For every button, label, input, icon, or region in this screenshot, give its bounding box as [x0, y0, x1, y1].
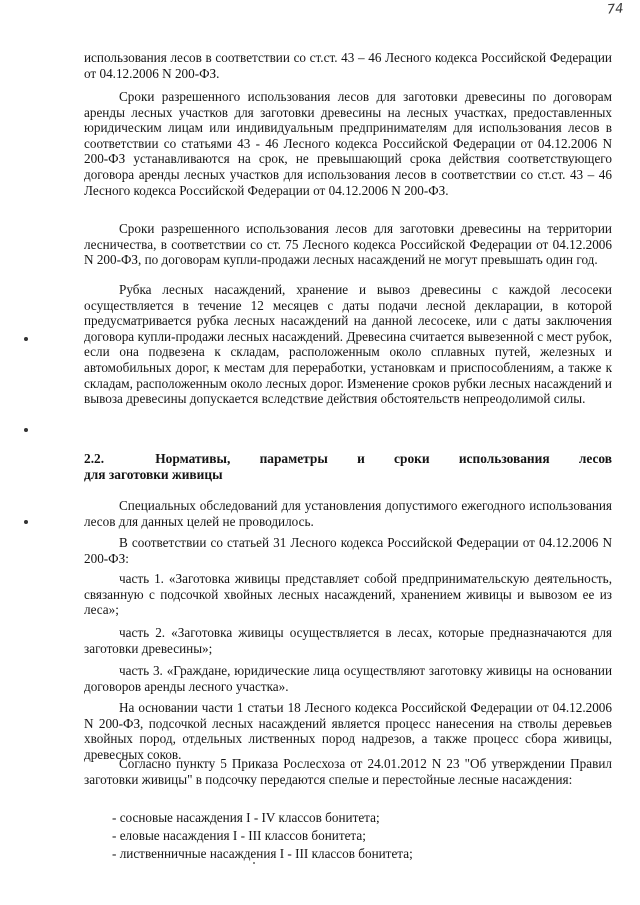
- section-paragraph-1: Специальных обследований для установления допустимого ежегодного использования лесов для данных целей не проводилось.: [84, 498, 612, 529]
- margin-mark: [24, 337, 28, 341]
- section-heading: [84, 451, 612, 482]
- law-part-3: часть 3. «Граждане, юридические лица осуществляют заготовку живицы на основании договоров аренды лесного участка».: [84, 663, 612, 694]
- list-item: - сосновые насаждения I - IV классов бонитета;: [112, 810, 380, 825]
- section-title-line2: для заготовки живицы: [84, 466, 223, 482]
- heading-word: сроки: [394, 451, 430, 466]
- section-paragraph-4: Согласно пункту 5 Приказа Рослесхоза от 24.01.2012 N 23 "Об утверждении Правил заготовки живицы" в подсочку передаются спелые и перестойные лесные насаждения:: [84, 756, 612, 787]
- law-part-1: часть 1. «Заготовка живицы представляет собой предпринимательскую деятельность, связанную с подсочкой хвойных лесных насаждений, хранением живицы и вывозом ее из леса»;: [84, 571, 612, 618]
- paragraph-4: Рубка лесных насаждений, хранение и вывоз древесины с каждой лесосеки осуществляется в течение 12 месяцев с даты подачи лесной декларации, в которой предусматривается рубка лесных насаждений на данной лесосеке, или с даты заключения договора купли-продажи лесных насаждений. Древесина считается вывезенной с мест рубок, если она подвезена к складам, расположенным около сплавных путей, железных и автомобильных дорог, к местам для переработки, установкам и приспособлениям, а также к складам, расположенным около лесных дорог. Изменение сроков рубки лесных насаждений и вывоза древесины допускается вследствие действия обстоятельств непреодолимой силы.: [84, 282, 612, 407]
- section-paragraph-3: На основании части 1 статьи 18 Лесного кодекса Российской Федерации от 04.12.2006 N 200-ФЗ, подсочкой лесных насаждений является процесс нанесения на стволы деревьев хвойных пород, отдельных лиственных пород надрезов, а также процесс сбора живицы, древесных соков.: [84, 700, 612, 762]
- page-number: 74: [606, 1, 625, 18]
- paragraph-3: Сроки разрешенного использования лесов для заготовки древесины на территории лесничества, в соответствии со ст. 75 Лесного кодекса Российской Федерации от 04.12.2006 N 200-ФЗ, по договорам купли-продажи лесных насаждений не могут превышать один год.: [84, 221, 612, 268]
- section-number: 2.2.: [84, 451, 105, 466]
- heading-word: и: [357, 451, 365, 466]
- list-item: - лиственничные насаждения I - III классов бонитета;: [112, 846, 413, 861]
- heading-word: Нормативы,: [155, 451, 231, 466]
- list-item: - еловые насаждения I - III классов бонитета;: [112, 828, 366, 843]
- paragraph-2: Сроки разрешенного использования лесов для заготовки древесины по договорам аренды лесных участков для заготовки древесины на лесных участках, предоставленных юридическим лицам или индивидуальным предпринимателям для использования лесов в соответствии со статьями 43 - 46 Лесного кодекса Российской Федерации от 04.12.2006 N 200-ФЗ устанавливаются на срок, не превышающий срока действия соответствующего договора аренды лесных участков для использования лесов в соответствии со ст.ст. 43 – 46 Лесного кодекса Российской Федерации от 04.12.2006 N 200-ФЗ.: [84, 89, 612, 198]
- paragraph-1: использования лесов в соответствии со ст.ст. 43 – 46 Лесного кодекса Российской Федерации от 04.12.2006 N 200-ФЗ.: [84, 50, 612, 81]
- law-part-2: часть 2. «Заготовка живицы осуществляется в лесах, которые предназначаются для заготовки древесины»;: [84, 625, 612, 656]
- margin-mark: [24, 520, 28, 524]
- heading-word: лесов: [578, 451, 612, 466]
- heading-word: использования: [458, 451, 550, 466]
- margin-mark: [24, 428, 28, 432]
- heading-word: параметры: [259, 451, 328, 466]
- scan-speck: [253, 862, 255, 864]
- section-paragraph-2: В соответствии со статьей 31 Лесного кодекса Российской Федерации от 04.12.2006 N 200-ФЗ:: [84, 535, 612, 566]
